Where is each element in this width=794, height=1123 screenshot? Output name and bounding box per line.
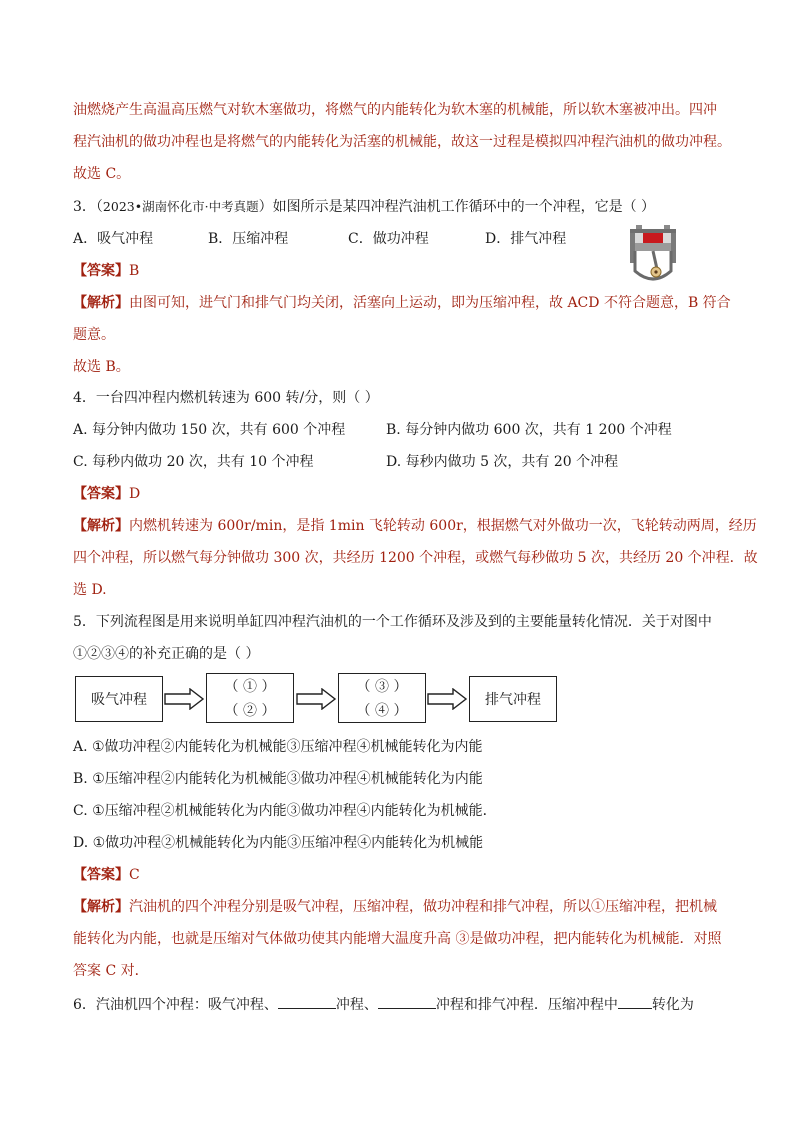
- analysis-tag: 【解析】: [73, 295, 129, 311]
- intro-line-2: 程汽油机的做功冲程也是将燃气的内能转化为活塞的机械能，故这一过程是模拟四冲程汽油机的做功冲程。: [73, 134, 731, 150]
- q5-option-b: B. ①压缩冲程②内能转化为机械能③做功冲程④机械能转化为内能: [73, 771, 483, 787]
- q5-analysis-line-1: [73, 897, 717, 917]
- flow-arrow-1: [164, 688, 204, 710]
- q3-option-c: C．做功冲程: [348, 231, 429, 247]
- flow-arrow-2: [296, 688, 336, 710]
- q4-option-b: B. 每分钟内做功 600 次，共有 1 200 个冲程: [386, 422, 672, 438]
- q5-option-a: A. ①做功冲程②内能转化为机械能③压缩冲程④机械能转化为内能: [73, 739, 483, 755]
- q3-conclusion: 故选 B。: [73, 359, 130, 375]
- q5-answer: [73, 865, 140, 885]
- q3-option-a: A．吸气冲程: [73, 231, 154, 247]
- analysis-tag: 【解析】: [73, 518, 129, 534]
- flow-box-stage-3-4: [338, 673, 426, 723]
- intro-line-1: 油燃烧产生高温高压燃气对软木塞做功，将燃气的内能转化为软木塞的机械能，所以软木塞被冲出。四冲: [73, 102, 717, 118]
- q4-analysis-line-1: [73, 516, 757, 536]
- flow-blank-4: （ ④ ）: [356, 703, 408, 719]
- q5-analysis-line-2: 能转化为内能，也就是压缩对气体做功使其内能增大温度升高 ③是做功冲程，把内能转化为机械能．对照: [73, 931, 722, 947]
- flow-blank-2: （ ② ）: [224, 703, 276, 719]
- q3-option-b: B．压缩冲程: [208, 231, 289, 247]
- q3-answer-value: B: [129, 263, 140, 279]
- flow-box-intake: 吸气冲程: [75, 676, 163, 722]
- flow-blank-3: （ ③ ）: [356, 679, 408, 695]
- q3-analysis-line-1: [73, 293, 731, 313]
- analysis-tag: 【解析】: [73, 899, 129, 915]
- q6-text-2: 冲程、: [335, 997, 378, 1013]
- q4-answer: [73, 484, 140, 504]
- q4-analysis-line-2: 四个冲程，所以燃气每分钟做功 300 次，共经历 1200 个冲程，或燃气每秒做功 5 次，共经历 20 个冲程．故: [73, 550, 758, 566]
- q5-analysis-line-3: 答案 C 对．: [73, 963, 149, 979]
- engine-cylinder-figure: [622, 219, 684, 287]
- q3-number: 3．（: [73, 199, 103, 215]
- q6-blank-3[interactable]: [618, 994, 652, 1009]
- q6-text-1: 6．汽油机四个冲程：吸气冲程、: [73, 997, 278, 1013]
- q3-stem-text: ）如图所示是某四冲程汽油机工作循环中的一个冲程，它是（ ）: [258, 199, 656, 215]
- q6-text-4: 转化为: [651, 997, 694, 1013]
- answer-tag: 【答案】: [73, 263, 129, 279]
- q3-source: 2023•湖南怀化市·中考真题: [102, 199, 259, 214]
- flow-arrow-3: [427, 688, 467, 710]
- q5-option-c: C. ①压缩冲程②机械能转化为内能③做功冲程④内能转化为机械能．: [73, 803, 497, 819]
- q6-stem: [73, 994, 694, 1015]
- q4-option-d: D. 每秒内做功 5 次，共有 20 个冲程: [386, 454, 619, 470]
- q5-stem-line-2: ①②③④的补充正确的是（ ）: [73, 646, 260, 662]
- q5-stem-line-1: 5．下列流程图是用来说明单缸四冲程汽油机的一个工作循环及涉及到的主要能量转化情况．关于对图中: [73, 614, 712, 630]
- q4-stem: 4．一台四冲程内燃机转速为 600 转/分，则（ ）: [73, 390, 379, 406]
- q5-analysis-text-1: 汽油机的四个冲程分别是吸气冲程，压缩冲程，做功冲程和排气冲程，所以①压缩冲程，把机械: [129, 899, 717, 915]
- q5-answer-value: C: [129, 867, 140, 883]
- q4-option-c: C. 每秒内做功 20 次，共有 10 个冲程: [73, 454, 314, 470]
- q3-option-d: D．排气冲程: [485, 231, 567, 247]
- answer-tag: 【答案】: [73, 867, 129, 883]
- q3-analysis-text-1: 由图可知，进气门和排气门均关闭，活塞向上运动，即为压缩冲程，故 ACD 不符合题意，B 符合: [129, 295, 731, 311]
- q4-analysis-line-3: 选 D.: [73, 582, 107, 598]
- q6-blank-2[interactable]: [378, 994, 436, 1009]
- flow-blank-1: （ ① ）: [224, 679, 276, 695]
- q6-blank-1[interactable]: [278, 994, 336, 1009]
- intro-line-3: 故选 C。: [73, 166, 131, 182]
- q5-option-d: D. ①做功冲程②机械能转化为内能③压缩冲程④内能转化为机械能: [73, 835, 484, 851]
- q3-stem: [73, 197, 655, 217]
- q3-analysis-line-2: 题意。: [73, 327, 115, 343]
- q4-answer-value: D: [129, 486, 141, 502]
- q4-option-a: A. 每分钟内做功 150 次，共有 600 个冲程: [73, 422, 346, 438]
- flow-box-exhaust: 排气冲程: [469, 676, 557, 722]
- q4-analysis-text-1: 内燃机转速为 600r/min，是指 1min 飞轮转动 600r，根据燃气对外做功一次，飞轮转动两周，经历: [129, 518, 757, 534]
- q3-answer: [73, 261, 139, 281]
- answer-tag: 【答案】: [73, 486, 129, 502]
- q6-text-3: 冲程和排气冲程．压缩冲程中: [435, 997, 618, 1013]
- flow-box-stage-1-2: [206, 673, 294, 723]
